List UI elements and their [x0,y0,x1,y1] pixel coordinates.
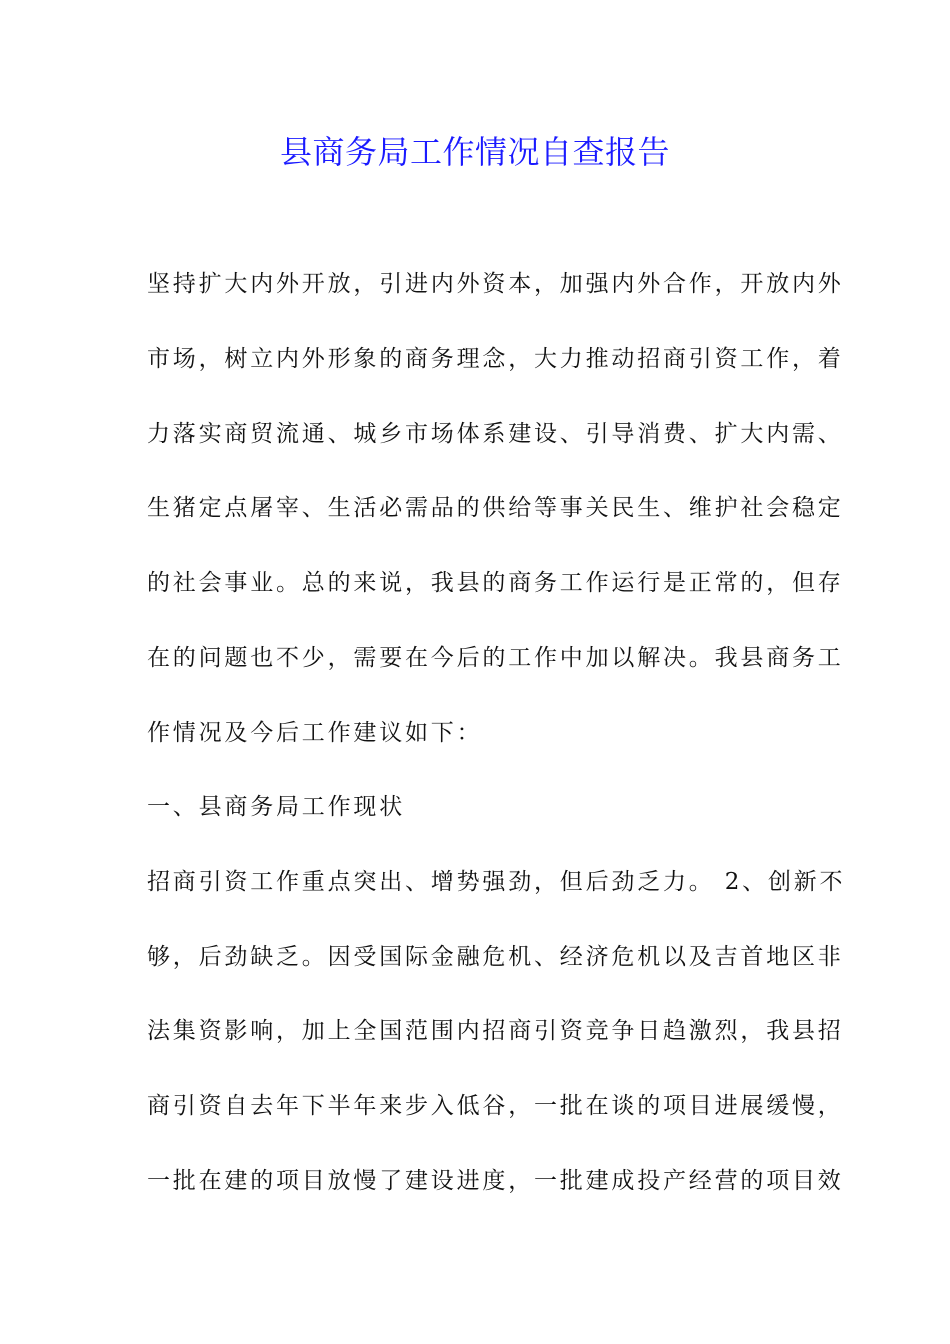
body-line-11: 法集资影响，加上全国范围内招商引资竞争日趋激烈，我县招 [147,1018,844,1044]
body-line-4: 生猪定点屠宰、生活必需品的供给等事关民生、维护社会稳定 [147,495,844,521]
body-line-9: 招商引资工作重点突出、增势强劲，但后劲乏力。 2、创新不 [147,869,846,895]
body-line-3: 力落实商贸流通、城乡市场体系建设、引导消费、扩大内需、 [147,421,844,447]
body-line-2: 市场，树立内外形象的商务理念，大力推动招商引资工作，着 [147,346,844,372]
body-line-6: 在的问题也不少，需要在今后的工作中加以解决。我县商务工 [147,645,844,671]
body-line-1: 坚持扩大内外开放，引进内外资本，加强内外合作，开放内外 [147,271,844,297]
section-heading: 一、县商务局工作现状 [147,794,405,820]
document-title: 县商务局工作情况自查报告 [279,133,670,171]
body-line-5: 的社会事业。总的来说，我县的商务工作运行是正常的，但存 [147,570,844,596]
body-line-12: 商引资自去年下半年来步入低谷，一批在谈的项目进展缓慢， [147,1093,844,1119]
body-line-10: 够，后劲缺乏。因受国际金融危机、经济危机以及吉首地区非 [147,944,844,970]
body-line-13: 一批在建的项目放慢了建设进度，一批建成投产经营的项目效 [147,1168,844,1194]
body-line-7: 作情况及今后工作建议如下： [147,720,483,746]
